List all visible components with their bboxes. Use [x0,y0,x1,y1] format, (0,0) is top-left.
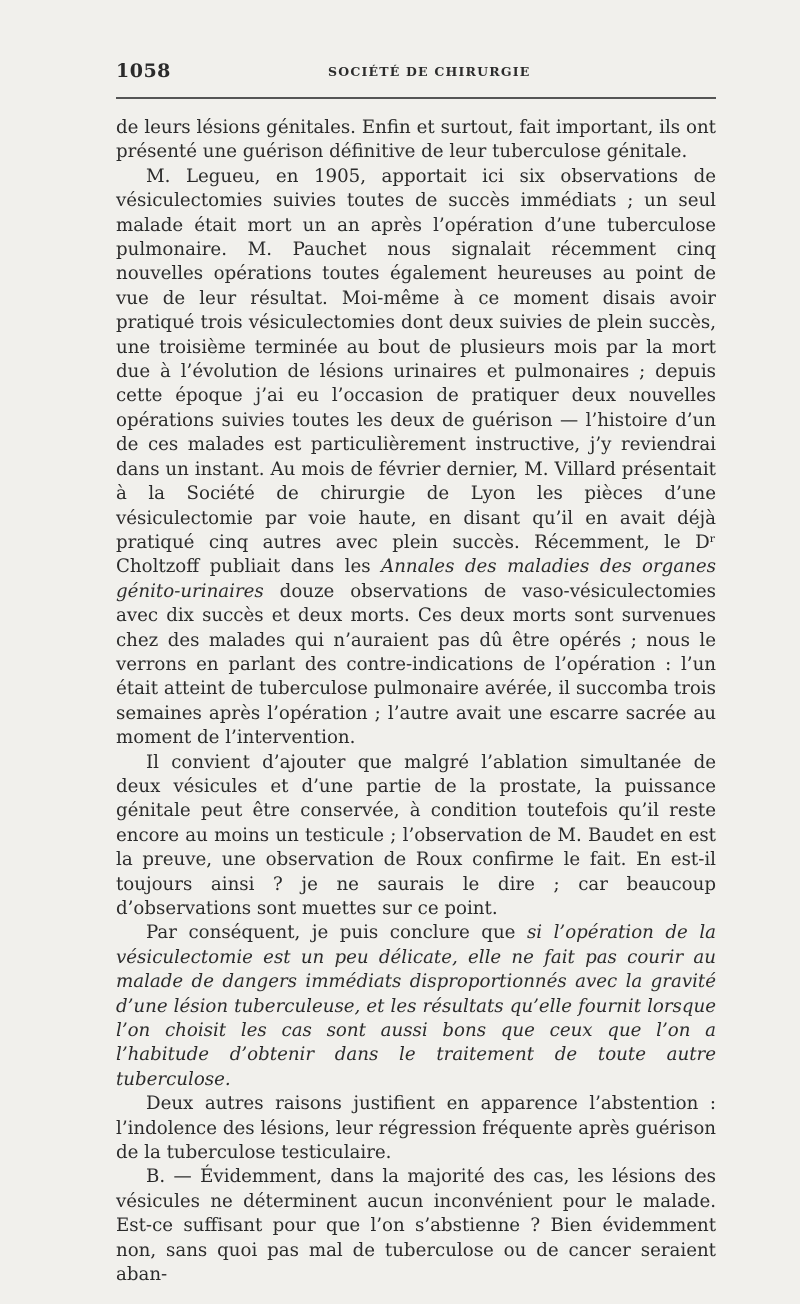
paragraph-4-start: Par conséquent, je puis conclure que [146,922,516,944]
paragraph-2 [116,165,716,751]
paragraph-1: de leurs lésions génitales. Enfin et surtout, fait important, ils ont présenté une guérison définitive de leur tuberculose génitale. [116,117,716,163]
paragraph-6: B. — Évidemment, dans la majorité des cas, les lésions des vésicules ne déterminent aucun inconvénient pour le malade. Est-ce suffisant pour que l’on s’abstienne ? Bien évidemment non, sans quoi pas mal de tuberculose ou de cancer seraient aban- [116,1166,716,1286]
paragraph-5: Deux autres raisons justifient en apparence l’abstention : l’indolence des lésions, leur régression fréquente après guérison de la tuberculose testiculaire. [116,1093,716,1164]
paragraph-3: Il convient d’ajouter que malgré l’ablation simultanée de deux vésicules et d’une partie de la prostate, la puissance génitale peut être conservée, à condition toutefois qu’il reste encore au moins un testicule ; l’observation de M. Baudet en est la preuve, une observation de Roux confirme le fait. En est-il toujours ainsi ? je ne saurais le dire ; car beaucoup d’observations sont muettes sur ce point. [116,751,716,919]
running-title: SOCIÉTÉ DE CHIRURGIE [328,64,531,79]
paragraph-2-text: M. Legueu, en 1905, apportait ici six observations de vésiculectomies suivies toutes de succès immédiats ; un seul malade était mort un an après l’opération d’une tuberculose pulmonaire. M. Pauchet nous signalait récemment cinq nouvelles opérations toutes également heureuses au point de vue de leur résultat. Moi-même à ce moment disais avoir pratiqué trois vésiculectomies dont deux suivies de plein succès, une troisième terminée au bout de plusieurs mois par la mort due à l’évolution de lésions urinaires et pulmonaires ; depuis cette époque j’ai eu l’occasion de pratiquer deux nouvelles opérations suivies toutes les deux de guérison — l’histoire d’un de ces malades est particulièrement instructive, j’y reviendrai dans un instant. Au mois de février dernier, M. Villard présentait à la Société de chirurgie de Lyon les pièces d’une vésiculectomie par voie haute, en disant qu’il en avait déjà pratiqué cinq autres avec plein succès. Récemment, le Dʳ Choltzoff publiait dans les [116,165,716,578]
paragraph-4 [116,921,716,1092]
paragraph-2-end: douze observations de vaso-vésiculectomies avec dix succès et deux morts. Ces deux morts sont survenues chez des malades qui n’auraient pas dû être opérés ; nous le verrons en parlant des contre-indications de l’opération : l’un était atteint de tuberculose pulmonaire avérée, il succomba trois semaines après l’opération ; l’autre avait une escarre sacrée au moment de l’intervention. [116,580,716,749]
body-text [116,116,716,1288]
conclusion-italic: si l’opération de la vésiculectomie est un peu délicate, elle ne fait pas courir au malade de dangers immédiats disproportionnés avec la gravité d’une lésion tuberculeuse, et les résultats qu’elle fournit lorsque l’on choisit les cas sont aussi bons que ceux que l’on a l’habitude d’obtenir dans le traitement de toute autre tuberculose. [116,922,716,1090]
journal-title: Annales des maladies des organes génito-urinaires [116,556,716,602]
page-header [116,60,716,88]
page-number: 1058 [116,60,171,82]
header-rule [116,97,716,99]
